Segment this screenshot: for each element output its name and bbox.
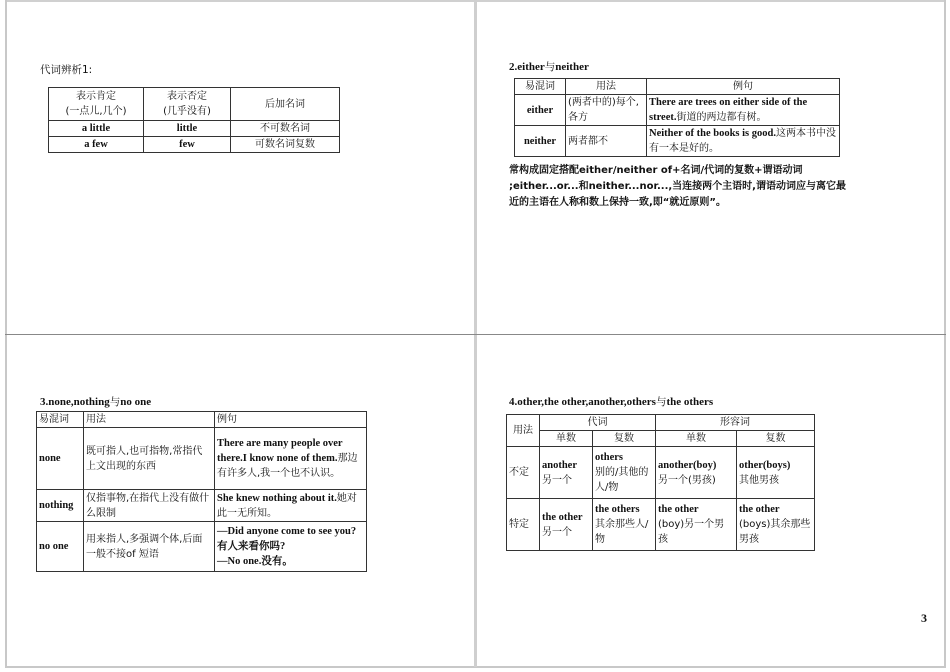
title-part: 与	[655, 396, 667, 408]
cell-en: the other	[739, 504, 780, 515]
header-word: 易混词	[37, 412, 84, 428]
example-line: —Did anyone come to see you?有人来看你吗?	[217, 526, 357, 552]
cell	[593, 499, 656, 551]
page-number: 3	[921, 611, 927, 625]
example-zh: 街道的两边都有树。	[676, 112, 767, 123]
cell-zh: (boy)另一个男孩	[658, 519, 725, 545]
cell-en: another	[542, 459, 577, 471]
example-line: —No one.没有。	[217, 556, 293, 567]
example-zh: 她对此一无所知。	[217, 492, 357, 519]
example-en: She knew nothing about it.	[217, 492, 337, 504]
example-en: There are trees on either side of the street.	[649, 97, 808, 123]
example-cell	[215, 428, 367, 490]
header-usage: 用法	[84, 412, 215, 428]
usage-cell: (两者中的)每个,各方	[566, 95, 647, 126]
section3-table	[36, 411, 367, 572]
header-example: 例句	[647, 79, 840, 95]
cell-zh: 其余那些人/物	[595, 519, 649, 545]
header-positive	[49, 88, 144, 121]
title-part: no one	[120, 396, 152, 408]
row-label: 特定	[507, 499, 540, 551]
section4-table	[506, 414, 815, 551]
header-plural: 复数	[737, 431, 815, 447]
title-part: 与	[109, 396, 121, 408]
word-cell: none	[37, 428, 84, 490]
usage-cell: 既可指人,也可指物,常指代上文出现的东西	[84, 428, 215, 490]
header-word: 易混词	[515, 79, 566, 95]
header-negative-line1: 表示否定	[167, 91, 207, 102]
cell-en: another(boy)	[658, 459, 717, 471]
cell-en: the other	[542, 511, 583, 523]
example-en: Neither of the books is good.	[649, 128, 776, 139]
cell: 可数名词复数	[231, 137, 340, 153]
cell	[540, 499, 593, 551]
cell-en: the others	[595, 504, 640, 515]
example-cell	[215, 522, 367, 572]
section1-table	[48, 87, 340, 153]
header-positive-line1: 表示肯定	[76, 91, 116, 102]
cell-zh: 另一个	[542, 526, 572, 538]
header-negative-line2: (几乎没有)	[163, 106, 211, 117]
word-cell: no one	[37, 522, 84, 572]
header-noun: 后加名词	[231, 88, 340, 121]
header-example: 例句	[215, 412, 367, 428]
cell	[656, 447, 737, 499]
example-zh: 那边有许多人,我一个也不认识。	[217, 453, 358, 479]
cell: few	[144, 137, 231, 153]
header-singular: 单数	[656, 431, 737, 447]
title-part: neither	[555, 61, 589, 73]
cell-zh: (boys)其余那些男孩	[739, 519, 811, 545]
cell-zh: 另一个	[542, 474, 572, 486]
header-pronoun: 代词	[540, 415, 656, 431]
header-adjective: 形容词	[656, 415, 815, 431]
example-cell	[647, 95, 840, 126]
cell-zh: 别的/其他的人/物	[595, 467, 649, 493]
cell-en: the other	[658, 504, 699, 515]
section3-title	[40, 394, 151, 409]
title-part: 4.other,the other,another,others	[509, 396, 656, 408]
word-cell: nothing	[37, 490, 84, 522]
cell	[540, 447, 593, 499]
cell	[737, 499, 815, 551]
title-part: 与	[544, 61, 556, 73]
word-cell: either	[515, 95, 566, 126]
cell-zh: 其他男孩	[739, 474, 779, 486]
cell: a little	[49, 121, 144, 137]
horizontal-divider	[5, 334, 946, 335]
section2-title	[509, 59, 589, 74]
cell: 不可数名词	[231, 121, 340, 137]
note-line: ;either...or...和neither...nor...,当连接两个主语时,谓语动词应与离它最	[509, 181, 846, 192]
header-singular: 单数	[540, 431, 593, 447]
cell-zh: 另一个(男孩)	[658, 474, 716, 486]
note-line: 常构成固定搭配either/neither of+名词/代词的复数+谓语动词	[509, 165, 803, 176]
cell	[737, 447, 815, 499]
cell-en: others	[595, 452, 623, 463]
cell	[593, 447, 656, 499]
usage-cell: 用来指人,多强调个体,后面一般不接of 短语	[84, 522, 215, 572]
note-line: 近的主语在人称和数上保持一致,即“就近原则”。	[509, 197, 726, 208]
header-usage: 用法	[507, 415, 540, 447]
cell: little	[144, 121, 231, 137]
cell	[656, 499, 737, 551]
header-plural: 复数	[593, 431, 656, 447]
section2-table	[514, 78, 840, 157]
header-usage: 用法	[566, 79, 647, 95]
example-zh: 这两本书中没有一本是好的。	[649, 128, 836, 154]
cell: a few	[49, 137, 144, 153]
title-part: the others	[666, 396, 714, 408]
header-positive-line2: (一点儿,几个)	[65, 106, 127, 117]
row-label: 不定	[507, 447, 540, 499]
section4-title	[509, 394, 713, 409]
section1-title	[40, 62, 92, 77]
word-cell: neither	[515, 126, 566, 157]
section1-title-text: 代词辨析1:	[40, 64, 93, 76]
example-cell	[215, 490, 367, 522]
section2-note	[509, 163, 919, 211]
title-part: 2.either	[509, 61, 545, 73]
example-en: There are many people over there.I know none of them.	[217, 438, 343, 464]
header-negative	[144, 88, 231, 121]
title-part: 3.none,nothing	[40, 396, 110, 408]
usage-cell: 仅指事物,在指代上没有做什么限制	[84, 490, 215, 522]
cell-en: other(boys)	[739, 459, 791, 471]
usage-cell: 两者都不	[566, 126, 647, 157]
example-cell	[647, 126, 840, 157]
